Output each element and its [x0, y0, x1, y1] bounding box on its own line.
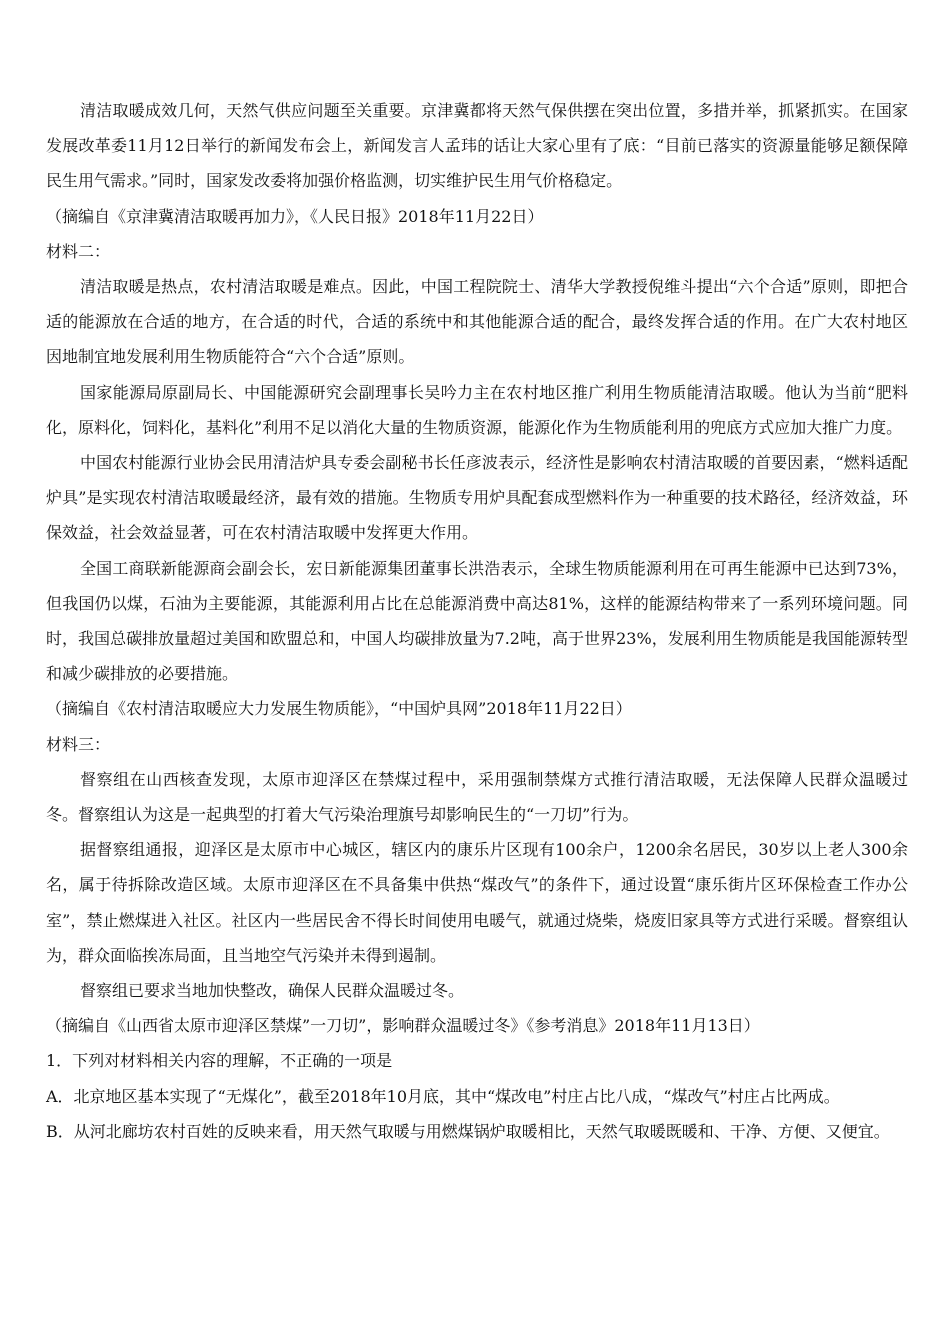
paragraph-wu-yin: 国家能源局原副局长、中国能源研究会副理事长吴吟力主在农村地区推广利用生物质能清洁取暖。他认为当前“肥料化，原料化，饲料化，基料化”利用不足以消化大量的生物质资源，能源化作为生物质能利用的兜底方式应加大推广力度。	[46, 382, 908, 437]
paragraph-rectification: 督察组已要求当地加快整改，确保人民群众温暖过冬。	[80, 981, 465, 1001]
paragraph-inspection-report: 据督察组通报，迎泽区是太原市中心城区，辖区内的康乐片区现有100余户，1200余名居民，30岁以上老人300余名，属于待拆除改造区域。太原市迎泽区在不具备集中供热“煤改气”的条件下，通过设置“康乐街片区环保检查工作办公室”，禁止燃煤进入社区。社区内一些居民舍不得长时间使用电暖气，就通过烧柴，烧废旧家具等方式进行采暖。督察组认为，群众面临挨冻局面，且当地空气污染并未得到遏制。	[46, 840, 908, 965]
source-citation-2: （摘编自《农村清洁取暖应大力发展生物质能》，“中国炉具网”2018年11月22日）	[46, 699, 632, 719]
option-b: B．从河北廊坊农村百姓的反映来看，用天然气取暖与用燃煤锅炉取暖相比，天然气取暖既暖和、干净、方便、又便宜。	[46, 1121, 890, 1141]
paragraph-six-suitable-principle: 清洁取暖是热点，农村清洁取暖是难点。因此，中国工程院院士、清华大学教授倪维斗提出“六个合适”原则，即把合适的能源放在合适的地方，在合适的时代，合适的系统中和其他能源合适的配合，最终发挥合适的作用。在广大农村地区因地制宜地发展利用生物质能符合“六个合适”原则。	[46, 277, 908, 367]
paragraph-inspection-finding: 督察组在山西核查发现，太原市迎泽区在禁煤过程中，采用强制禁煤方式推行清洁取暖，无法保障人民群众温暖过冬。督察组认为这是一起典型的打着大气污染治理旗号却影响民生的“一刀切”行为。	[46, 769, 908, 825]
option-a: A．北京地区基本实现了“无煤化”，截至2018年10月底，其中“煤改电”村庄占比八成，“煤改气”村庄占比两成。	[46, 1086, 840, 1106]
source-citation-1: （摘编自《京津冀清洁取暖再加力》，《人民日报》2018年11月22日）	[46, 206, 544, 226]
document-page	[46, 93, 908, 1149]
material-three-label: 材料三：	[46, 734, 111, 754]
question-1: 1．下列对材料相关内容的理解，不正确的一项是	[46, 1051, 393, 1071]
material-two-label: 材料二：	[46, 241, 111, 261]
paragraph-hong-hao: 全国工商联新能源商会副会长，宏日新能源集团董事长洪浩表示，全球生物质能源利用在可再生能源中已达到73%，但我国仍以煤，石油为主要能源，其能源利用占比在总能源消费中高达81%，这样的能源结构带来了一系列环境问题。同时，我国总碳排放量超过美国和欧盟总和，中国人均碳排放量为7.2吨，高于世界23%，发展利用生物质能是我国能源转型和减少碳排放的必要措施。	[46, 558, 908, 684]
paragraph-ren-yanbo: 中国农村能源行业协会民用清洁炉具专委会副秘书长任彦波表示，经济性是影响农村清洁取暖的首要因素，“燃料适配炉具”是实现农村清洁取暖最经济，最有效的措施。生物质专用炉具配套成型燃料作为一种重要的技术路径，经济效益，环保效益，社会效益显著，可在农村清洁取暖中发挥更大作用。	[46, 453, 908, 543]
paragraph-intro-gas-supply: 清洁取暖成效几何，天然气供应问题至关重要。京津冀都将天然气保供摆在突出位置，多措并举，抓紧抓实。在国家发展改革委11月12日举行的新闻发布会上，新闻发言人孟玮的话让大家心里有了底：“目前已落实的资源量能够足额保障民生用气需求。”同时，国家发改委将加强价格监测，切实维护民生用气价格稳定。	[46, 101, 908, 191]
source-citation-3: （摘编自《山西省太原市迎泽区禁煤”一刀切”，影响群众温暖过冬》《参考消息》2018年11月13日）	[46, 1016, 760, 1036]
